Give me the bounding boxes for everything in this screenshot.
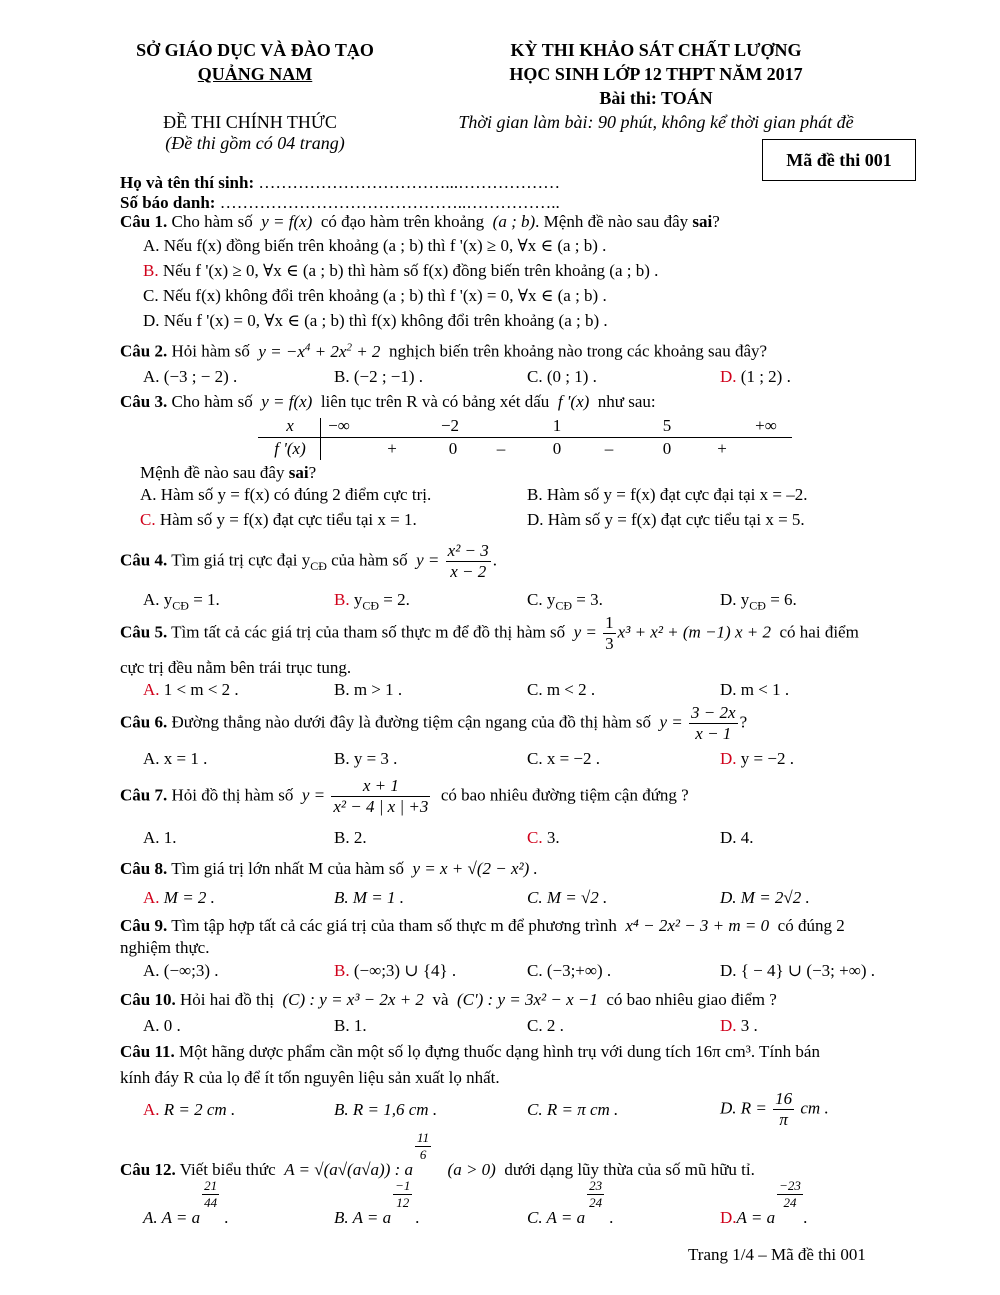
q12-option-b-expr bbox=[334, 1178, 411, 1228]
q6-option-d-letter: D. bbox=[720, 749, 737, 768]
q2-exp2: 2 bbox=[346, 341, 352, 353]
q3-option-c-text: Hàm số y = f(x) đạt cực tiểu tại x = 1. bbox=[155, 510, 417, 529]
q10-label: Câu 10. bbox=[120, 990, 176, 1009]
q2-text-b: nghịch biến trên khoảng nào trong các khoảng sau đây? bbox=[388, 341, 768, 361]
q6-option-a[interactable]: A. x = 1 . bbox=[143, 749, 208, 768]
q3-stem bbox=[120, 392, 656, 412]
q10-stem bbox=[120, 990, 777, 1010]
q5-option-d[interactable]: D. m < 1 . bbox=[720, 680, 790, 699]
q4-den: x − 2 bbox=[450, 562, 487, 581]
q6-option-c[interactable]: C. x = −2 . bbox=[527, 749, 601, 768]
q9-option-b[interactable] bbox=[334, 961, 456, 981]
q4-sub: CĐ bbox=[310, 558, 327, 573]
q4-option-b[interactable] bbox=[334, 590, 410, 613]
q12-option-a[interactable]: A. A = a $\frac{21}{44}$ . bbox=[143, 1178, 229, 1227]
q10-option-a[interactable]: A. 0 . bbox=[143, 1016, 181, 1035]
q7-option-c[interactable] bbox=[527, 828, 560, 848]
exam-code: Mã đề thi 001 bbox=[786, 149, 892, 170]
q5-option-a-text: 1 < m < 2 . bbox=[159, 680, 239, 699]
q1-keyword: sai bbox=[692, 212, 713, 231]
q10-option-b[interactable]: B. 1. bbox=[334, 1016, 367, 1035]
q9-option-d[interactable]: D. { − 4} ∪ (−3; +∞) . bbox=[720, 961, 876, 980]
q7-text: Hỏi đồ thị hàm số bbox=[171, 785, 294, 805]
q12-option-a-expr bbox=[143, 1178, 218, 1228]
q5-func: x³ + x² + (m −1) x + 2 bbox=[617, 622, 771, 642]
q7-label: Câu 7. bbox=[120, 785, 168, 805]
q11-stem bbox=[120, 1042, 820, 1062]
q12-condition: (a > 0) bbox=[447, 1160, 496, 1179]
q9-stem bbox=[120, 916, 845, 936]
q2-option-c[interactable]: C. (0 ; 1) . bbox=[527, 367, 597, 386]
q1-option-b[interactable] bbox=[143, 261, 658, 281]
q11-option-d-text: D. R = bbox=[720, 1098, 767, 1118]
sign-table-fp-head: f '(x) bbox=[274, 439, 306, 458]
q12-option-c-exponent bbox=[587, 1178, 604, 1211]
q11-option-d[interactable] bbox=[720, 1089, 829, 1130]
q3-label: Câu 3. bbox=[120, 392, 168, 411]
dept-name: SỞ GIÁO DỤC VÀ ĐÀO TẠO bbox=[136, 40, 374, 60]
q7-option-c-text: 3. bbox=[542, 828, 560, 847]
q2-text: Hỏi hàm số bbox=[171, 341, 250, 361]
q4-option-c[interactable] bbox=[527, 590, 603, 613]
q12-option-d-den: 24 bbox=[783, 1195, 797, 1210]
sign-table-sign: + bbox=[717, 439, 727, 458]
q4-option-b-val: = 2. bbox=[379, 590, 410, 609]
q12-option-b[interactable]: B. A = a $\frac{-1}{12}$ . bbox=[334, 1178, 420, 1227]
q5-option-c[interactable]: C. m < 2 . bbox=[527, 680, 596, 699]
q12-option-a-text: A. A = a bbox=[143, 1208, 201, 1227]
q8-text: Tìm giá trị lớn nhất M của hàm số bbox=[171, 859, 404, 878]
q2-option-d-letter: D. bbox=[720, 367, 737, 386]
q1-text: Cho hàm số bbox=[171, 212, 253, 231]
q12-text: Viết biểu thức bbox=[179, 1160, 276, 1179]
exam-code-box bbox=[762, 139, 916, 181]
q12-option-a-num: 21 bbox=[204, 1178, 218, 1193]
q9-option-a[interactable]: A. (−∞;3) . bbox=[143, 961, 219, 980]
q6-option-d[interactable] bbox=[720, 749, 794, 769]
q6-y: y = bbox=[659, 712, 683, 732]
exam-subject: Bài thi: TOÁN bbox=[599, 88, 713, 108]
q11-option-a-letter: A. bbox=[143, 1100, 160, 1119]
q7-text-b: có bao nhiêu đường tiệm cận đứng ? bbox=[440, 785, 689, 805]
q3-option-d[interactable]: D. Hàm số y = f(x) đạt cực tiểu tại x = 5. bbox=[527, 510, 805, 529]
q6-option-b[interactable]: B. y = 3 . bbox=[334, 749, 398, 768]
candidate-id-line bbox=[120, 193, 560, 213]
q4-option-a-val: = 1. bbox=[188, 590, 220, 609]
q4-option-b-text: y bbox=[349, 590, 363, 609]
sign-table-vline bbox=[320, 418, 321, 460]
q6-num: 3 − 2x bbox=[691, 703, 736, 722]
q7-y: y = bbox=[301, 785, 326, 805]
q7-num: x + 1 bbox=[331, 776, 430, 797]
q4-text-b: của hàm số bbox=[326, 550, 408, 570]
q4-option-a[interactable] bbox=[143, 590, 220, 613]
q11-stem-line2: kính đáy R của lọ để ít tốn nguyên liệu sản xuất lọ nhất. bbox=[120, 1068, 500, 1087]
q12-option-b-den: 12 bbox=[396, 1195, 410, 1210]
candidate-id-label: Số báo danh: bbox=[120, 193, 216, 212]
q5-den: 3 bbox=[605, 634, 614, 653]
q11-option-a[interactable] bbox=[143, 1100, 235, 1120]
q5-fraction bbox=[603, 613, 616, 654]
q4-option-d[interactable] bbox=[720, 590, 797, 613]
q9-text-b: có đúng 2 bbox=[777, 916, 845, 935]
sign-table-sign: 0 bbox=[662, 439, 672, 458]
page-footer: Trang 1/4 – Mã đề thi 001 bbox=[688, 1245, 866, 1264]
q11-text: Một hãng dược phẩm cần một số lọ đựng thuốc dạng hình trụ với dung tích 16π cm³. Tính bán bbox=[179, 1042, 820, 1061]
q7-stem bbox=[120, 776, 689, 817]
sign-table-x-head: x bbox=[286, 416, 294, 435]
q4-option-b-letter: B. bbox=[334, 590, 350, 609]
q9-option-c[interactable]: C. (−3;+∞) . bbox=[527, 961, 612, 980]
q8-option-a-text: M = 2 . bbox=[159, 888, 215, 907]
q8-func: y = x + √(2 − x²) . bbox=[412, 859, 538, 878]
q4-option-a-text: A. y bbox=[143, 590, 173, 609]
q2-option-a[interactable]: A. (−3 ; − 2) . bbox=[143, 367, 238, 386]
q12-option-b-text: B. A = a bbox=[334, 1208, 392, 1227]
q5-num: 1 bbox=[605, 613, 614, 632]
q6-stem bbox=[120, 703, 747, 744]
q12-option-c[interactable]: C. A = a $\frac{23}{24}$ . bbox=[527, 1178, 614, 1227]
q5-stem bbox=[120, 613, 859, 654]
candidate-id-dots: ……………………………………..…………….. bbox=[215, 193, 560, 212]
official-label: ĐỀ THI CHÍNH THỨC bbox=[163, 112, 337, 132]
q6-label: Câu 6. bbox=[120, 712, 168, 732]
q11-option-c[interactable]: C. R = π cm . bbox=[527, 1100, 619, 1119]
q3-option-a[interactable]: A. Hàm số y = f(x) có đúng 2 điểm cực trị. bbox=[140, 485, 432, 504]
q6-end: ? bbox=[739, 712, 748, 732]
q7-option-d[interactable]: D. 4. bbox=[720, 828, 754, 847]
q3-deriv: f '(x) bbox=[557, 392, 590, 411]
q4-option-c-text: C. y bbox=[527, 590, 556, 609]
q12-option-c-text: C. A = a bbox=[527, 1208, 586, 1227]
q2-func-b: + 2x bbox=[310, 341, 347, 361]
q8-option-c[interactable]: C. M = √2 . bbox=[527, 888, 608, 907]
q5-stem-line2: cực trị đều nằm bên trái trục tung. bbox=[120, 658, 352, 677]
q12-label: Câu 12. bbox=[120, 1160, 176, 1179]
q5-option-a[interactable] bbox=[143, 680, 239, 700]
q3-text-c: như sau: bbox=[597, 392, 656, 411]
q4-stem bbox=[120, 541, 497, 582]
q4-label: Câu 4. bbox=[120, 550, 168, 570]
sign-table-sign: 0 bbox=[552, 439, 562, 458]
q1-option-c[interactable]: C. Nếu f(x) không đổi trên khoảng (a ; b) thì f '(x) = 0, ∀x ∈ (a ; b) . bbox=[143, 286, 607, 305]
q2-func-c: + 2 bbox=[351, 341, 381, 361]
q12-option-a-exponent bbox=[202, 1178, 219, 1211]
q1-end: ? bbox=[712, 212, 720, 231]
q12-expression bbox=[284, 1130, 430, 1180]
q2-option-d-text: (1 ; 2) . bbox=[736, 367, 791, 386]
q7-option-c-letter: C. bbox=[527, 828, 543, 847]
q4-num: x² − 3 bbox=[447, 541, 489, 560]
q3-text-b: liên tục trên R và có bảng xét dấu bbox=[320, 392, 550, 411]
q10-text-b: có bao nhiêu giao điểm ? bbox=[606, 990, 777, 1009]
q10-option-d[interactable] bbox=[720, 1016, 758, 1036]
q1-option-a[interactable]: A. Nếu f(x) đồng biến trên khoảng (a ; b) thì f '(x) ≥ 0, ∀x ∈ (a ; b) . bbox=[143, 236, 607, 255]
q3-func: y = f(x) bbox=[261, 392, 313, 411]
q7-option-a[interactable]: A. 1. bbox=[143, 828, 177, 847]
q12-text-b: dưới dạng lũy thừa của số mũ hữu tỉ. bbox=[504, 1160, 755, 1179]
q10-option-d-text: 3 . bbox=[736, 1016, 758, 1035]
q9-label: Câu 9. bbox=[120, 916, 168, 935]
q11-option-a-text: R = 2 cm . bbox=[159, 1100, 236, 1119]
exam-title: KỲ THI KHẢO SÁT CHẤT LƯỢNG bbox=[510, 40, 802, 60]
q7-den: x² − 4 | x | +3 bbox=[333, 797, 429, 816]
q6-den: x − 1 bbox=[695, 724, 732, 743]
q8-label: Câu 8. bbox=[120, 859, 168, 878]
q10-option-c[interactable]: C. 2 . bbox=[527, 1016, 564, 1035]
q7-option-b[interactable]: B. 2. bbox=[334, 828, 367, 847]
q4-end: . bbox=[492, 550, 498, 570]
q9-text: Tìm tập hợp tất cả các giá trị của tham số thực m để phương trình bbox=[171, 916, 617, 935]
q12-option-d-exponent bbox=[777, 1178, 803, 1211]
q11-option-d-den: π bbox=[779, 1110, 788, 1129]
q3-option-c[interactable] bbox=[140, 510, 417, 530]
sign-table-x-val: 1 bbox=[552, 416, 562, 435]
q4-option-d-val: = 6. bbox=[765, 590, 797, 609]
q4-y: y = bbox=[416, 550, 440, 570]
q11-option-d-num: 16 bbox=[775, 1089, 793, 1108]
q11-label: Câu 11. bbox=[120, 1042, 175, 1061]
q10-option-d-letter: D. bbox=[720, 1016, 737, 1035]
q4-text: Tìm giá trị cực đại y bbox=[171, 550, 311, 570]
dept-province: QUẢNG NAM bbox=[197, 64, 313, 84]
q8-option-b[interactable]: B. M = 1 . bbox=[334, 888, 405, 907]
q12-option-c-den: 24 bbox=[589, 1195, 603, 1210]
q10-text: Hỏi hai đồ thị bbox=[179, 990, 274, 1009]
q12-stem bbox=[120, 1130, 755, 1180]
sign-table-x-val: −2 bbox=[440, 416, 460, 435]
q9-stem-line2: nghiệm thực. bbox=[120, 938, 210, 957]
q5-label: Câu 5. bbox=[120, 622, 168, 642]
q12-expression-text: A = √(a√(a√a)) : a bbox=[284, 1160, 414, 1179]
q5-option-b[interactable]: B. m > 1 . bbox=[334, 680, 403, 699]
sign-table-hline bbox=[258, 437, 792, 438]
q7-fraction bbox=[331, 776, 430, 817]
q12-option-d-num: −23 bbox=[779, 1178, 801, 1193]
sign-table-sign: 0 bbox=[448, 439, 458, 458]
q3-question-end: ? bbox=[308, 463, 317, 482]
q2-stem bbox=[120, 341, 767, 362]
q6-text: Đường thẳng nào dưới đây là đường tiệm cận ngang của đồ thị hàm số bbox=[171, 712, 651, 732]
q1-text-b: có đạo hàm trên khoảng bbox=[320, 212, 485, 231]
q2-func-a: y = −x bbox=[258, 341, 305, 361]
q1-text-c: . Mệnh đề nào sau đây bbox=[535, 212, 689, 231]
sign-table-x-val: +∞ bbox=[755, 416, 777, 435]
q12-exp-num: 11 bbox=[417, 1130, 430, 1145]
q2-option-d[interactable] bbox=[720, 367, 791, 387]
q5-text-b: có hai điểm bbox=[779, 622, 859, 642]
q5-y: y = bbox=[573, 622, 597, 642]
q12-option-d[interactable]: D.A = a $\frac{-23}{24}$ . bbox=[720, 1178, 808, 1227]
q11-option-b[interactable]: B. R = 1,6 cm . bbox=[334, 1100, 438, 1119]
exam-subtitle: HỌC SINH LỚP 12 THPT NĂM 2017 bbox=[509, 64, 803, 84]
q12-option-a-den: 44 bbox=[204, 1195, 218, 1210]
q4-option-d-sub: CĐ bbox=[749, 598, 766, 613]
q12-option-b-exponent bbox=[393, 1178, 412, 1211]
q2-label: Câu 2. bbox=[120, 341, 168, 361]
q5-text: Tìm tất cả các giá trị của tham số thực m để đồ thị hàm số bbox=[167, 622, 566, 642]
q3-option-b[interactable]: B. Hàm số y = f(x) đạt cực đại tại x = –2. bbox=[527, 485, 808, 504]
sign-table-sign: – bbox=[604, 439, 614, 458]
q9-option-b-letter: B. bbox=[334, 961, 350, 980]
sign-table-x-val: 5 bbox=[662, 416, 672, 435]
q6-option-d-text: y = −2 . bbox=[736, 749, 794, 768]
q2-func bbox=[258, 342, 380, 361]
q9-equation: x⁴ − 2x² − 3 + m = 0 bbox=[625, 916, 770, 935]
q10-curve2: (C') : y = 3x² − x −1 bbox=[456, 990, 598, 1009]
q5-option-a-letter: A. bbox=[143, 680, 160, 699]
candidate-name-dots: ……………………………...……………… bbox=[254, 173, 561, 192]
q8-option-a[interactable] bbox=[143, 888, 215, 908]
q3-question-text: Mệnh đề nào sau đây bbox=[140, 463, 289, 482]
q4-option-b-sub: CĐ bbox=[362, 598, 380, 613]
q3-option-c-letter: C. bbox=[140, 510, 156, 529]
q1-stem bbox=[120, 212, 720, 232]
q10-curve1: (C) : y = x³ − 2x + 2 bbox=[282, 990, 424, 1009]
sign-table-sign: + bbox=[387, 439, 397, 458]
q3-keyword: sai bbox=[288, 463, 309, 482]
q1-option-b-letter: B. bbox=[143, 261, 159, 280]
q12-option-b-num: −1 bbox=[395, 1178, 411, 1193]
q8-option-d[interactable]: D. M = 2√2 . bbox=[720, 888, 810, 907]
time-note: Thời gian làm bài: 90 phút, không kể thời gian phát đề bbox=[458, 112, 854, 132]
q12-option-c-num: 23 bbox=[589, 1178, 603, 1193]
q1-option-b-text: Nếu f '(x) ≥ 0, ∀x ∈ (a ; b) thì hàm số f(x) đồng biến trên khoảng (a ; b) . bbox=[158, 261, 659, 280]
q11-option-d-end: cm . bbox=[796, 1098, 829, 1118]
q12-exponent bbox=[415, 1130, 431, 1163]
sign-table-x-val: −∞ bbox=[328, 416, 350, 435]
q12-exp-den: 6 bbox=[419, 1147, 427, 1162]
q12-option-d-text: A = a bbox=[736, 1208, 776, 1227]
pages-note: (Đề thi gồm có 04 trang) bbox=[165, 133, 345, 153]
q6-fraction bbox=[689, 703, 738, 744]
q3-question bbox=[140, 463, 316, 483]
sign-table-sign: – bbox=[496, 439, 506, 458]
q4-option-c-sub: CĐ bbox=[555, 598, 573, 613]
q2-option-b[interactable]: B. (−2 ; −1) . bbox=[334, 367, 424, 386]
q11-option-d-fraction bbox=[773, 1089, 794, 1130]
q3-text: Cho hàm số bbox=[171, 392, 253, 411]
candidate-name-line bbox=[120, 173, 560, 193]
q10-and: và bbox=[432, 990, 449, 1009]
q4-fraction bbox=[446, 541, 491, 582]
q2-exp1: 4 bbox=[304, 341, 311, 353]
q4-option-d-text: D. y bbox=[720, 590, 750, 609]
q8-stem bbox=[120, 859, 538, 879]
q9-option-b-text: (−∞;3) ∪ {4} . bbox=[349, 961, 457, 980]
candidate-name-label: Họ và tên thí sinh: bbox=[120, 173, 255, 192]
q4-option-c-val: = 3. bbox=[572, 590, 603, 609]
q12-option-d-letter: D. bbox=[720, 1208, 737, 1227]
q12-option-c-expr bbox=[527, 1178, 603, 1228]
q1-func: y = f(x) bbox=[261, 212, 313, 231]
q1-interval: (a ; b) bbox=[492, 212, 536, 231]
q4-option-a-sub: CĐ bbox=[172, 598, 189, 613]
q8-option-a-letter: A. bbox=[143, 888, 160, 907]
q1-option-d[interactable]: D. Nếu f '(x) = 0, ∀x ∈ (a ; b) thì f(x) không đổi trên khoảng (a ; b) . bbox=[143, 311, 608, 330]
q1-label: Câu 1. bbox=[120, 212, 168, 231]
